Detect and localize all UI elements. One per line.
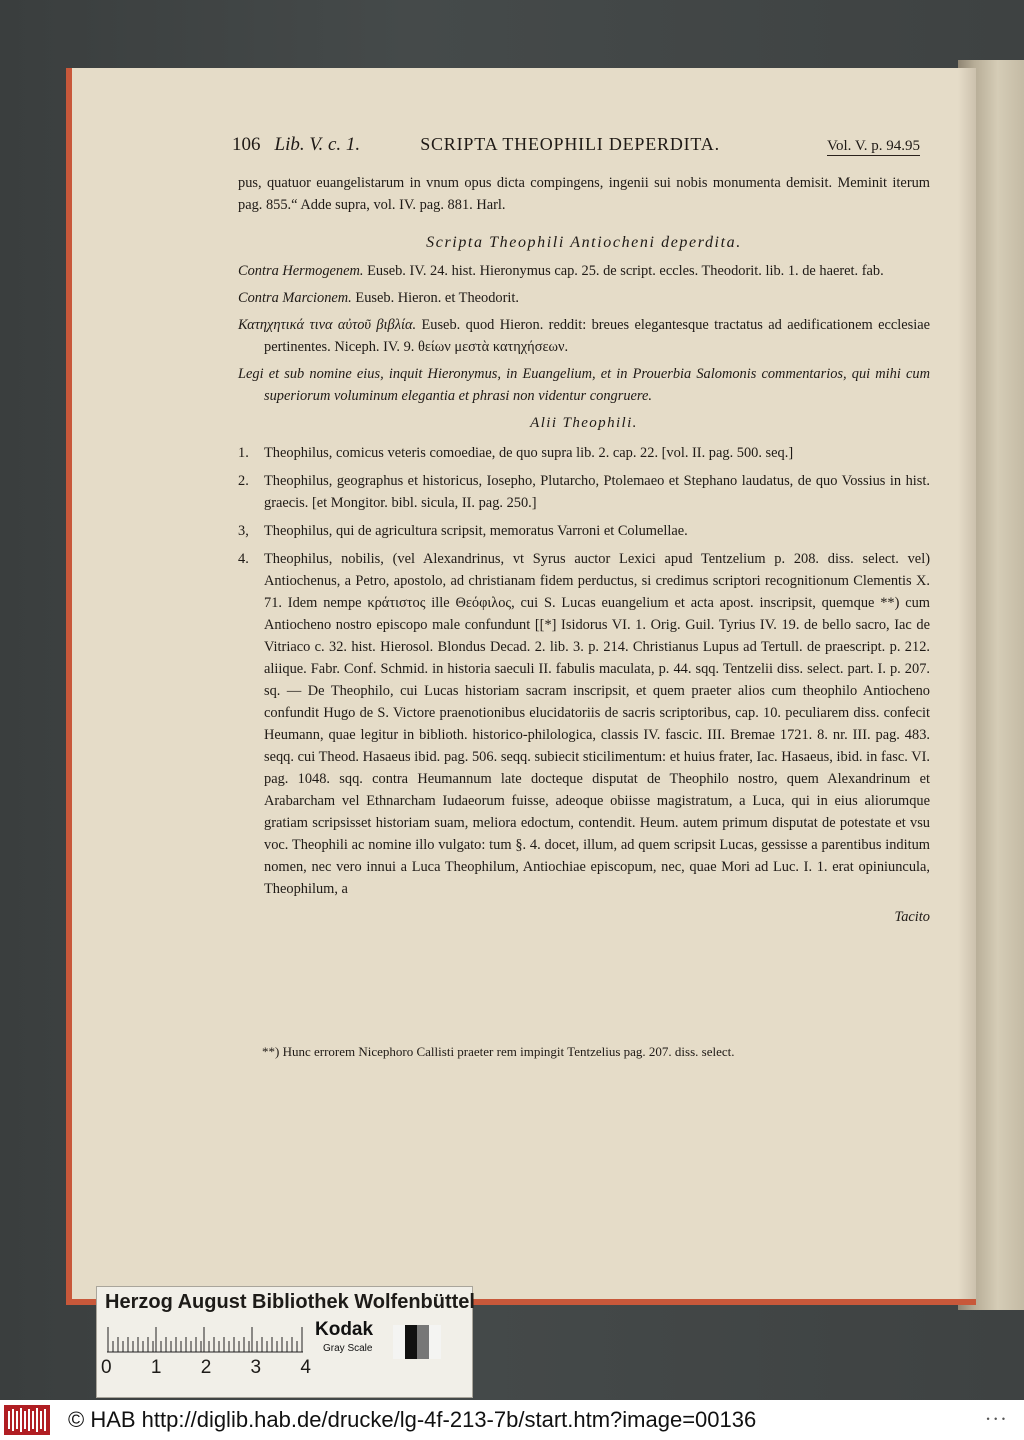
list-item — [238, 548, 930, 900]
list-item — [238, 470, 930, 514]
entry-lead: Contra Marcionem. — [238, 290, 352, 306]
list-item — [238, 520, 930, 542]
entry-hermogenem — [238, 260, 930, 282]
item-text: Theophilus, geographus et historicus, Iosepho, Plutarcho, Ptolemaeo et Stephano laudatus, de quo Vossius in hist. graecis. [et Mongitor. bibl. sicula, II. pag. 250.] — [264, 473, 930, 511]
scale-number: 0 — [101, 1357, 112, 1378]
entry-text: Euseb. Hieron. et Theodorit. — [355, 290, 519, 306]
color-target-card — [96, 1286, 473, 1398]
section-heading: Scripta Theophili Antiocheni deperdita. — [426, 234, 742, 251]
entry-text: Euseb. quod Hieron. reddit: breues elegantesque tractatus ad aedificationem ecclesiae pertinentes. Niceph. IV. 9. θείων μεστὰ κατηχήσεων. — [264, 317, 930, 355]
scale-number: 1 — [150, 1357, 162, 1378]
copyright-link[interactable]: © HAB http://diglib.hab.de/drucke/lg-4f-213-7b/start.htm?image=00136 — [68, 1407, 757, 1432]
book-page — [66, 68, 976, 1305]
swatch-black — [405, 1325, 417, 1359]
page-body — [238, 172, 930, 928]
gray-scale-label: Gray Scale — [323, 1343, 373, 1354]
item-number: 3, — [238, 523, 249, 539]
footnote: **) Hunc errorem Nicephoro Callisti praeter rem impingit Tentzelius pag. 207. diss. select. — [262, 1044, 735, 1059]
swatch-white — [429, 1325, 441, 1359]
entry-greek: Κατηχητικά τινα αὐτοῦ βιβλία. — [238, 317, 417, 333]
kodak-logo: Kodak — [315, 1319, 374, 1340]
scale-number: 2 — [200, 1357, 212, 1378]
entry-commentarios: Legi et sub nomine eius, inquit Hieronymus, in Euangelium, et in Prouerbia Salomonis commentarios, qui mihi cum superiorum voluminum elegantia et phrasi non videntur congruere. — [238, 366, 930, 404]
item-number: 2. — [238, 473, 249, 489]
footer-dots: • • • — [986, 1414, 1006, 1424]
library-label: Herzog August Bibliothek Wolfenbüttel — [105, 1291, 475, 1313]
scale-ruler — [107, 1323, 303, 1353]
volume-reference: Vol. V. p. 94.95 — [827, 138, 920, 154]
swatch-gray — [417, 1325, 429, 1359]
item-text: Theophilus, nobilis, (vel Alexandrinus, vt Syrus auctor Lexici apud Tentzelium p. 208. diss. select. vel) Antiochenus, a Petro, apostolo, ad christianam fidem perductus, si credimus scriptori recognitionum Clementis X. 71. Idem nempe κράτιστος ille Θεόφιλος, cui S. Lucas euangelium et acta apost. inscripsit, quemque **) cum Antiocheno nostro episcopo male confundunt [[*] Isidorus VI. 1. Orig. Guil. Tyrius IV. 19. de bello sacro, Iac de Vitriaco c. 32. hist. Hierosol. Blondus Decad. 2. lib. 3. p. 214. Christianus Lupus ad Tertull. de praescript. p. 212. aliique. Fabr. Conf. Schmid. in historia saeculi II. fabulis maculata, p. 44. sqq. Tentzelii diss. select. part. I. p. 207. sq. — De Theophilo, cui Lucas historiam sacram inscripsit, et quem praeter alios cum theophilo Antiocheno confundit Hugo de S. Victore praenotionibus elucidatoriis de sacris scriptoribus, cap. 10. peculiarem diss. confecit Heumann, quae legitur in biblioth. historico-philologica, classis IV. fascic. III. Bremae 1721. 8. nr. III. pag. 483. seqq. cui Theod. Hasaeus ibid. pag. 506. seqq. subiecit sticilimentum: et huius frater, Iac. Hasaeus, ibid. in fasc. VI. pag. 1048. sqq. contra Heumannum late docteque disputat de Theophilo nostro, quem Alexandrinum et Arabarcham vel Ethnarcham Iudaeorum fuisse, adeoque obiisse magistratum, a Luca, qui in eius aliorumque gratiam scripsisset historiam suam, meliora edoctum, contendit. Heum. autem primum disputat de potestate et vsu voc. Theophili ac nomine illo vulgato: tum §. 4. docet, illum, ad quem scripsit Lucas, gessisse a parentibus inditum nomen, nec vero innui a Luca Theophilum, Antiochiae episcopum, nec, quae Mori ad Luc. I. 1. erat opiniuncula, Theophilum, a — [264, 551, 930, 897]
viewer-footer — [0, 1400, 1024, 1440]
book-chapter: Lib. V. c. 1. — [274, 134, 361, 155]
item-text: Theophilus, comicus veteris comoediae, de quo supra lib. 2. cap. 22. [vol. II. pag. 500. seq.] — [264, 445, 794, 461]
swatch-white — [393, 1325, 405, 1359]
hab-logo-icon — [4, 1405, 50, 1435]
page-title: SCRIPTA THEOPHILI DEPERDITA. — [420, 134, 720, 154]
scale-number: 3 — [250, 1357, 262, 1378]
running-header — [232, 134, 920, 156]
scale-number: 4 — [300, 1357, 311, 1378]
list-item — [238, 442, 930, 464]
catchword: Tacito — [894, 909, 930, 925]
item-number: 4. — [238, 551, 249, 567]
scale-numbers — [101, 1357, 311, 1379]
item-text: Theophilus, qui de agricultura scripsit, memoratus Varroni et Columellae. — [264, 523, 688, 539]
paragraph-intro: pus, quatuor euangelistarum in vnum opus dicta compingens, ingenii sui nobis monumenta demisit. Meminit iterum pag. 855.“ Adde supra, vol. IV. pag. 881. Harl. — [238, 175, 930, 213]
entry-catechetica — [238, 314, 930, 358]
entry-lead: Contra Hermogenem. — [238, 263, 364, 279]
entry-text: Euseb. IV. 24. hist. Hieronymus cap. 25. de script. eccles. Theodorit. lib. 1. de haeret. fab. — [367, 263, 884, 279]
page-number: 106 — [232, 134, 261, 155]
subsection-heading: Alii Theophili. — [530, 415, 638, 431]
item-number: 1. — [238, 445, 249, 461]
gray-swatch — [393, 1325, 441, 1359]
entry-marcionem — [238, 287, 930, 309]
